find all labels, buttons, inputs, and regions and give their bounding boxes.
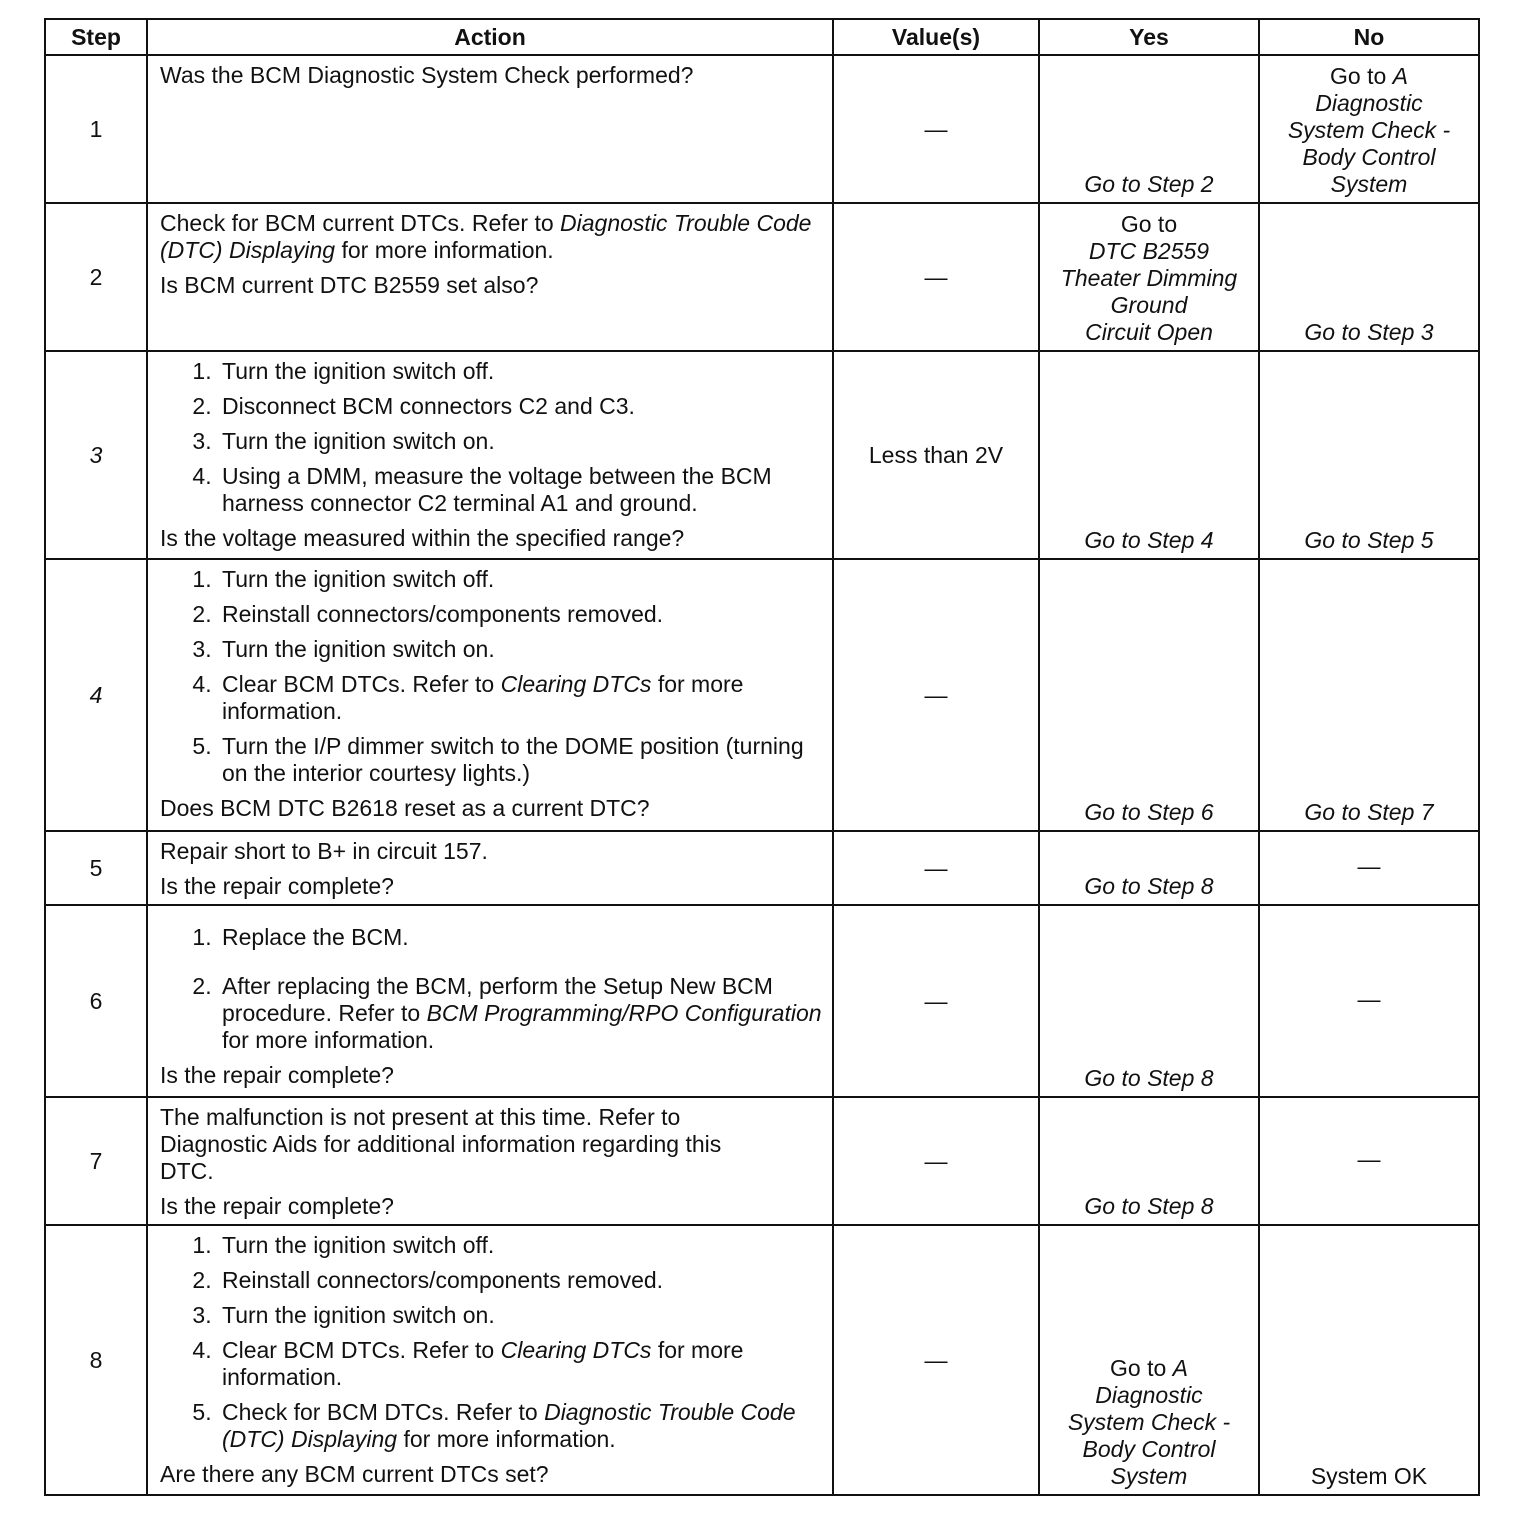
yes-link-b: DTC B2559	[1088, 238, 1210, 264]
go-to-prefix: Go to	[1330, 63, 1393, 89]
reference-link: Clearing DTCs	[500, 671, 652, 697]
yes-link-a: A	[1172, 1355, 1188, 1381]
action-cell	[147, 1225, 833, 1495]
table-row	[45, 559, 1479, 831]
reference-link: BCM Programming/RPO Configuration	[426, 1000, 822, 1026]
yes-cell: Go to Step 8	[1039, 1097, 1259, 1225]
action-cell	[147, 1097, 833, 1225]
list-item	[218, 973, 822, 1054]
header-values: Value(s)	[833, 19, 1039, 55]
list-item: 3. Turn the ignition switch on.	[218, 636, 822, 663]
action-text: Check for BCM DTCs. Refer to	[222, 1399, 545, 1425]
action-list	[160, 1232, 822, 1453]
yes-cell: Go to Step 6	[1039, 559, 1259, 831]
value-cell: —	[833, 203, 1039, 351]
action-question: Is the repair complete?	[160, 1062, 394, 1088]
table-row	[45, 1225, 1479, 1495]
list-item: 2. Reinstall connectors/components removed.	[218, 1267, 822, 1294]
list-item: 1. Replace the BCM.	[218, 924, 822, 951]
action-list	[160, 566, 822, 787]
value-cell: —	[833, 55, 1039, 203]
list-item: 5. Turn the I/P dimmer switch to the DOME position (turning on the interior courtesy lights.)	[218, 733, 822, 787]
yes-cell	[1039, 1225, 1259, 1495]
yes-link-e: System	[1110, 1463, 1188, 1489]
reference-link: Clearing DTCs	[500, 1337, 652, 1363]
list-item: 2. Reinstall connectors/components removed.	[218, 601, 822, 628]
list-item	[218, 671, 822, 725]
reference-link: Diagnostic Trouble Code (DTC) Displaying	[160, 210, 812, 263]
value-cell: —	[833, 559, 1039, 831]
action-question: Does BCM DTC B2618 reset as a current DTC?	[160, 795, 650, 821]
action-text: for more information.	[222, 671, 744, 724]
action-question: Is the voltage measured within the specified range?	[160, 525, 685, 551]
table-row	[45, 55, 1479, 203]
header-row	[45, 19, 1479, 55]
list-item: 2. Disconnect BCM connectors C2 and C3.	[218, 393, 822, 420]
diagnostic-table	[44, 18, 1480, 1496]
list-item: 4. Using a DMM, measure the voltage between the BCM harness connector C2 terminal A1 and ground.	[218, 463, 822, 517]
action-text: for more information.	[222, 1027, 435, 1053]
action-text: Repair short to B+ in circuit 157.	[160, 838, 488, 864]
action-text: After replacing the BCM, perform the Setup New BCM procedure. Refer to	[222, 973, 773, 1026]
action-cell	[147, 203, 833, 351]
no-cell: —	[1259, 1097, 1479, 1225]
list-item	[218, 1399, 822, 1453]
action-list	[160, 358, 822, 517]
action-text: for more information.	[222, 1337, 744, 1390]
action-cell	[147, 55, 833, 203]
step-number: 8	[45, 1225, 147, 1495]
header-step: Step	[45, 19, 147, 55]
step-number: 5	[45, 831, 147, 905]
no-cell: Go to Step 7	[1259, 559, 1479, 831]
list-item: 3. Turn the ignition switch on.	[218, 428, 822, 455]
step-number: 3	[45, 351, 147, 559]
action-text: for more information.	[335, 237, 554, 263]
action-text: for more information.	[397, 1426, 616, 1452]
no-cell: System OK	[1259, 1225, 1479, 1495]
no-link-b: Diagnostic	[1315, 90, 1423, 116]
no-cell: Go to Step 3	[1259, 203, 1479, 351]
step-number: 7	[45, 1097, 147, 1225]
step-number: 2	[45, 203, 147, 351]
no-cell: —	[1259, 905, 1479, 1097]
yes-link-e: Circuit Open	[1085, 319, 1213, 345]
step-number: 6	[45, 905, 147, 1097]
table-row	[45, 351, 1479, 559]
action-question: Was the BCM Diagnostic System Check performed?	[160, 62, 694, 88]
value-cell: —	[833, 831, 1039, 905]
no-link-e: System	[1330, 171, 1408, 197]
list-item: 1. Turn the ignition switch off.	[218, 566, 822, 593]
header-no: No	[1259, 19, 1479, 55]
list-item: 1. Turn the ignition switch off.	[218, 1232, 822, 1259]
yes-cell	[1039, 203, 1259, 351]
action-question: Is the repair complete?	[160, 1193, 394, 1219]
table-row	[45, 831, 1479, 905]
go-to-prefix: Go to	[1110, 1355, 1173, 1381]
yes-cell: Go to Step 8	[1039, 831, 1259, 905]
header-action: Action	[147, 19, 833, 55]
yes-cell: Go to Step 8	[1039, 905, 1259, 1097]
reference-link: Diagnostic Trouble Code (DTC) Displaying	[222, 1399, 796, 1452]
header-yes: Yes	[1039, 19, 1259, 55]
table-row	[45, 905, 1479, 1097]
action-cell	[147, 831, 833, 905]
no-cell: —	[1259, 831, 1479, 905]
yes-link-d: Body Control	[1082, 1436, 1216, 1462]
table-row	[45, 1097, 1479, 1225]
value-cell: —	[833, 1097, 1039, 1225]
action-cell	[147, 351, 833, 559]
no-link-c: System Check -	[1287, 117, 1451, 143]
list-item	[218, 1337, 822, 1391]
no-cell	[1259, 55, 1479, 203]
table-row	[45, 203, 1479, 351]
action-text: Check for BCM current DTCs. Refer to	[160, 210, 561, 236]
list-item: 3. Turn the ignition switch on.	[218, 1302, 822, 1329]
no-link-a: A	[1392, 63, 1408, 89]
action-question: Are there any BCM current DTCs set?	[160, 1461, 549, 1487]
no-cell: Go to Step 5	[1259, 351, 1479, 559]
value-cell: —	[833, 905, 1039, 1097]
yes-link-b: Diagnostic	[1095, 1382, 1203, 1408]
step-number: 4	[45, 559, 147, 831]
yes-cell: Go to Step 4	[1039, 351, 1259, 559]
action-cell	[147, 559, 833, 831]
action-question: Is BCM current DTC B2559 set also?	[160, 272, 539, 298]
action-text: Clear BCM DTCs. Refer to	[222, 671, 501, 697]
yes-link-d: Ground	[1110, 292, 1188, 318]
yes-link-c: Theater Dimming	[1060, 265, 1238, 291]
step-number: 1	[45, 55, 147, 203]
action-list	[160, 924, 822, 1054]
value-cell: —	[833, 1225, 1039, 1495]
yes-link-c: System Check -	[1067, 1409, 1231, 1435]
value-cell: Less than 2V	[833, 351, 1039, 559]
no-link-d: Body Control	[1302, 144, 1436, 170]
action-question: Is the repair complete?	[160, 873, 394, 899]
yes-cell: Go to Step 2	[1039, 55, 1259, 203]
action-text: Clear BCM DTCs. Refer to	[222, 1337, 501, 1363]
list-item: 1. Turn the ignition switch off.	[218, 358, 822, 385]
action-cell	[147, 905, 833, 1097]
yes-go-to: Go to	[1120, 211, 1178, 237]
action-text: The malfunction is not present at this time. Refer to Diagnostic Aids for additional information regarding this DTC.	[160, 1104, 722, 1184]
